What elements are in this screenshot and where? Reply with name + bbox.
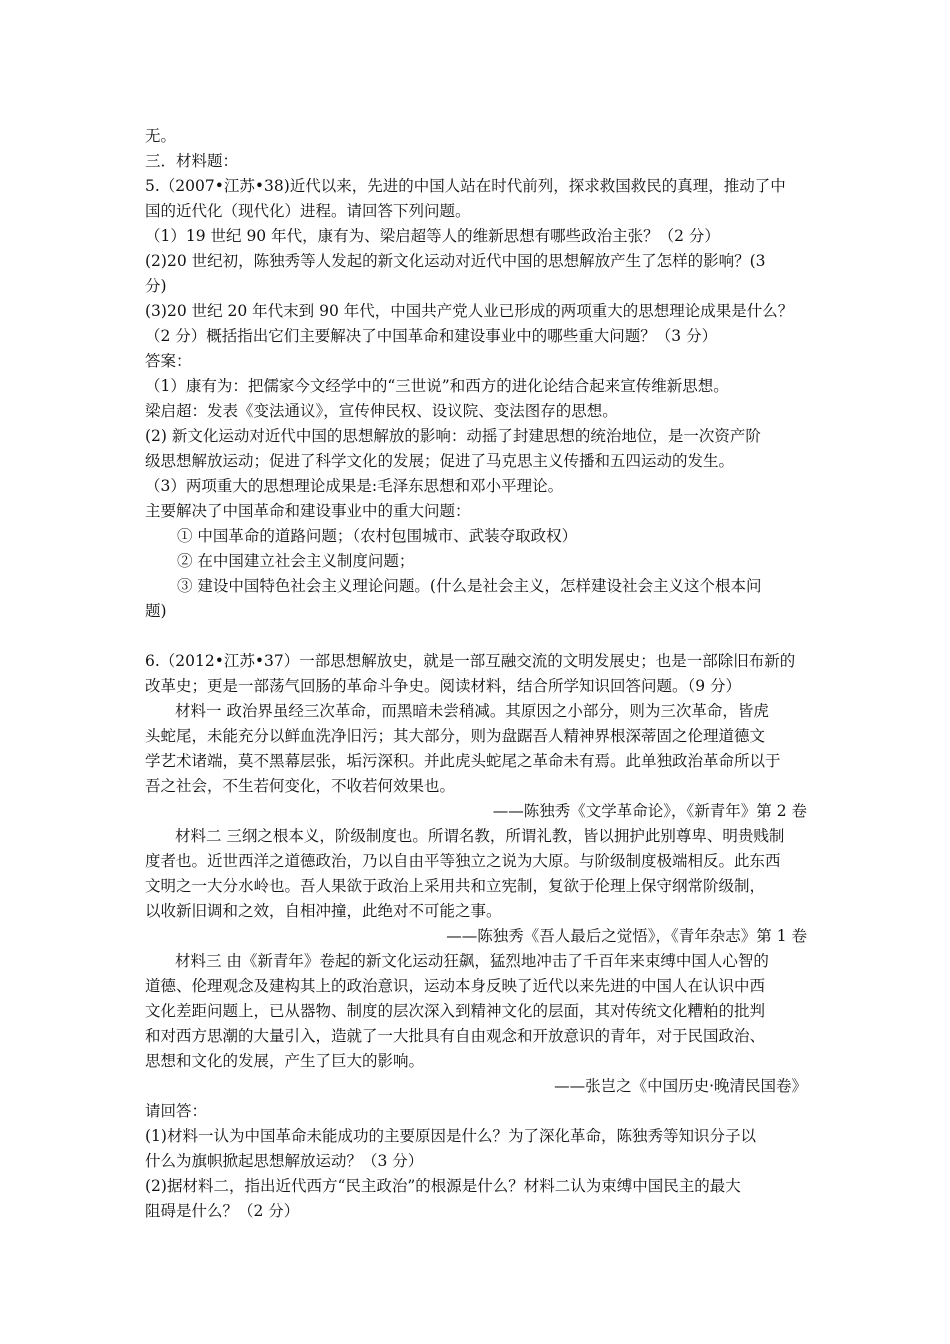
material-one: 学艺术诸端，莫不黑幕层张，垢污深积。并此虎头蛇尾之革命未有焉。此单独政治革命所以于: [145, 752, 781, 770]
answer-line: （1）康有为：把儒家今文经学中的“三世说”和西方的进化论结合起来宣传维新思想。: [145, 377, 729, 395]
question-6-stem: 改革史；更是一部荡气回肠的革命斗争史。阅读材料，结合所学知识回答问题。（9 分）: [145, 677, 742, 695]
material-one-source: ——陈独秀《文学革命论》，《新青年》第 2 卷: [492, 802, 807, 820]
question-6-stem: 6.（2012•江苏•37）一部思想解放史，就是一部互融交流的文明发展史；也是一部除旧布新的: [145, 652, 796, 670]
material-two: 度者也。近世西洋之道德政治，乃以自由平等独立之说为大原。与阶级制度极端相反。此东西: [145, 852, 781, 870]
question-5-stem: 国的近代化（现代化）进程。请回答下列问题。: [145, 202, 471, 220]
question-5-part-3: （2 分）概括指出它们主要解决了中国革命和建设事业中的哪些重大问题？（3 分）: [145, 327, 718, 345]
material-three: 和对西方思潮的大量引入，造就了一大批具有自由观念和开放意识的青年，对于民国政治、: [145, 1027, 766, 1045]
question-6-part-1: (1)材料一认为中国革命未能成功的主要原因是什么？为了深化革命，陈独秀等知识分子以: [145, 1127, 756, 1145]
question-5-part-2: (2)20 世纪初，陈独秀等人发起的新文化运动对近代中国的思想解放产生了怎样的影响？(3: [145, 252, 766, 270]
question-5-stem: 5.（2007•江苏•38)近代以来，先进的中国人站在时代前列，探求救国救民的真理，推动了中: [145, 177, 786, 195]
material-three: 思想和文化的发展，产生了巨大的影响。: [145, 1052, 425, 1070]
answer-list-item: ② 在中国建立社会主义制度问题；: [177, 552, 415, 570]
question-5-part-2: 分): [145, 277, 167, 295]
answer-line: （3）两项重大的思想理论成果是:毛泽东思想和邓小平理论。: [145, 477, 564, 495]
material-one: 吾之社会，不生若何变化，不收若何效果也。: [145, 777, 456, 795]
prompt-label: 请回答：: [145, 1102, 208, 1120]
section-heading: 三．材料题：: [145, 152, 239, 170]
answer-line: 级思想解放运动；促进了科学文化的发展；促进了马克思主义传播和五四运动的发生。: [145, 452, 735, 470]
material-two: 材料二 三纲之根本义，阶级制度也。所谓名教，所谓礼教，皆以拥护此别尊卑、明贵贱制: [175, 827, 785, 845]
answer-line: (2) 新文化运动对近代中国的思想解放的影响：动摇了封建思想的统治地位，是一次资产阶: [145, 427, 761, 445]
material-one: 头蛇尾，未能充分以鲜血洗净旧污；其大部分，则为盘踞吾人精神界根深蒂固之伦理道德文: [145, 727, 766, 745]
material-two: 文明之一大分水岭也。吾人果欲于政治上采用共和立宪制，复欲于伦理上保守纲常阶级制，: [145, 877, 766, 895]
question-5-part-1: （1）19 世纪 90 年代，康有为、梁启超等人的维新思想有哪些政治主张？（2 分）: [145, 227, 720, 245]
text-line: 无。: [145, 127, 177, 145]
material-two: 以收新旧调和之效，自相冲撞，此绝对不可能之事。: [145, 902, 502, 920]
material-one: 材料一 政治界虽经三次革命，而黑暗未尝稍减。其原因之小部分，则为三次革命，皆虎: [175, 702, 769, 720]
answer-list-item: ③ 建设中国特色社会主义理论问题。(什么是社会主义，怎样建设社会主义这个根本问: [177, 577, 762, 595]
blank-line: [145, 624, 815, 649]
answer-list-item: ① 中国革命的道路问题；（农村包围城市、武装夺取政权）: [177, 527, 578, 545]
question-6-part-2: (2)据材料二，指出近代西方“民主政治”的根源是什么？材料二认为束缚中国民主的最大: [145, 1177, 741, 1195]
answer-list-item: 题): [145, 602, 167, 620]
answer-label: 答案：: [145, 352, 192, 370]
question-5-part-3: (3)20 世纪 20 年代末到 90 年代，中国共产党人业已形成的两项重大的思想理论成果是什么？: [145, 302, 794, 320]
answer-line: 主要解决了中国革命和建设事业中的重大问题：: [145, 502, 471, 520]
question-6-part-1: 什么为旗帜掀起思想解放运动？（3 分）: [145, 1152, 424, 1170]
question-6-part-2: 阻碍是什么？（2 分）: [145, 1202, 300, 1220]
material-three-source: ——张岂之《中国历史·晚清民国卷》: [554, 1077, 807, 1095]
answer-line: 梁启超：发表《变法通议》，宣传伸民权、设议院、变法图存的思想。: [145, 402, 618, 420]
document-body: [145, 124, 815, 1224]
material-three: 道德、伦理观念及建构其上的政治意识，运动本身反映了近代以来先进的中国人在认识中西: [145, 977, 766, 995]
material-three: 文化差距问题上，已从器物、制度的层次深入到精神文化的层面，其对传统文化糟粕的批判: [145, 1002, 766, 1020]
material-three: 材料三 由《新青年》卷起的新文化运动狂飙，猛烈地冲击了千百年来束缚中国人心智的: [175, 952, 769, 970]
material-two-source: ——陈独秀《吾人最后之觉悟》，《青年杂志》第 1 卷: [446, 927, 807, 945]
